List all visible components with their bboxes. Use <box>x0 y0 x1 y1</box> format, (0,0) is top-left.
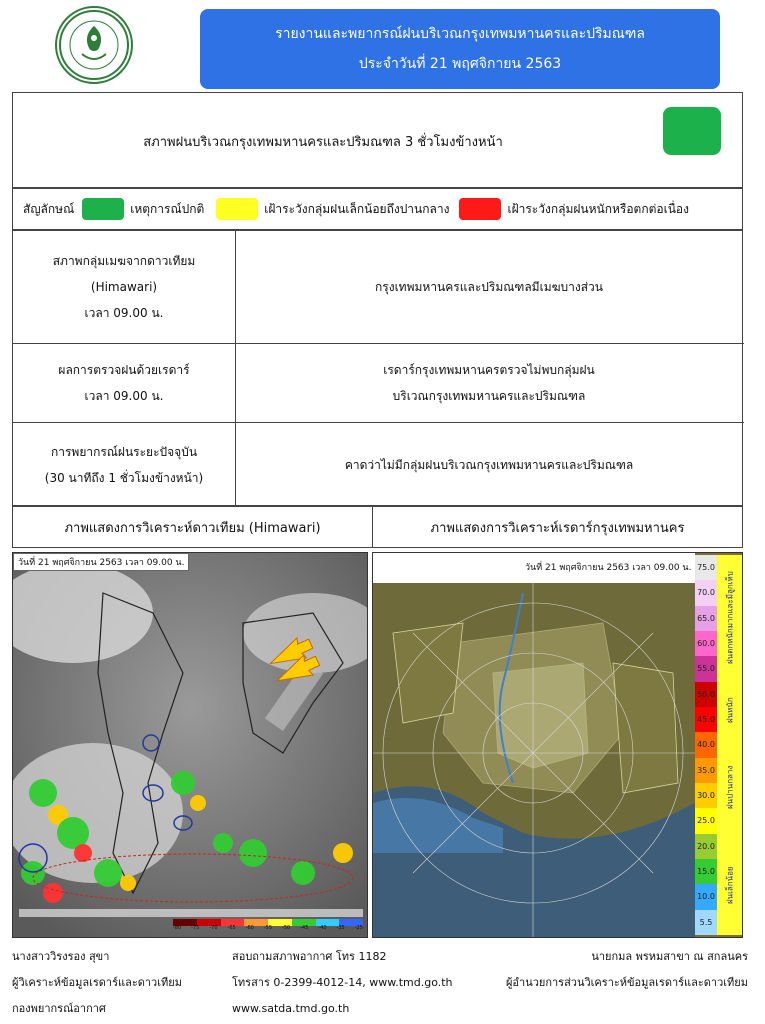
legend-label-light-rain: เฝ้าระวังกลุ่มฝนเล็กน้อยถึงปานกลาง <box>264 201 450 216</box>
radar-map-graphic <box>373 553 695 938</box>
analyst-division: กองพยากรณ์อากาศ <box>12 1002 106 1015</box>
radar-scale-step: 20.0 <box>695 834 717 859</box>
radar-scale-step: 70.0 <box>695 580 717 605</box>
radar-intensity-label: ฝนหนัก <box>725 697 735 723</box>
status-indicator <box>663 107 721 155</box>
radar-scale-step: 75.0 <box>695 555 717 580</box>
legend-bar <box>12 188 743 230</box>
satellite-scale-tick: -35 <box>336 925 345 931</box>
row-nowcast-label <box>13 423 235 507</box>
row-radar-value-line-2: บริเวณกรุงเทพมหานครและปริมณฑล <box>392 389 586 403</box>
satellite-panel-header: ภาพแสดงการวิเคราะห์ดาวเทียม (Himawari) <box>12 506 373 548</box>
satellite-image <box>12 552 368 938</box>
report-title <box>200 9 720 89</box>
row-radar-value-line-1: เรดาร์กรุงเทพมหานครตรวจไม่พบกลุ่มฝน <box>383 363 595 377</box>
radar-scale-step: 55.0 <box>695 656 717 681</box>
title-line-2: ประจำวันที่ 21 พฤศจิกายน 2563 <box>358 56 562 72</box>
radar-scale-step: 60.0 <box>695 631 717 656</box>
footer-contact <box>232 944 482 1022</box>
radar-image <box>372 552 743 938</box>
row-radar-label <box>13 344 235 422</box>
radar-panel-header: ภาพแสดงการวิเคราะห์เรดาร์กรุงเทพมหานคร <box>372 506 743 548</box>
row-satellite-label <box>13 231 235 343</box>
radar-scale-step: 45.0 <box>695 707 717 732</box>
satellite-scale-tick: -50 <box>282 925 291 931</box>
row-nowcast-value-line-1: คาดว่าไม่มีกลุ่มฝนบริเวณกรุงเทพมหานครและปริมณฑล <box>344 458 634 472</box>
tmd-logo <box>55 6 133 84</box>
satellite-scale-tick: -45 <box>300 925 309 931</box>
director-title: ผู้อำนวยการส่วนวิเคราะห์ข้อมูลเรดาร์และดาวเทียม <box>505 976 748 989</box>
satellite-scale-tick: -75 <box>191 925 200 931</box>
satellite-scale-tick: -55 <box>263 925 273 931</box>
radar-intensity-labels <box>717 555 743 935</box>
legend-swatch-light-rain <box>216 198 258 220</box>
satellite-scale-tick: -65 <box>227 925 236 931</box>
radar-intensity-label: ฝนเล็กน้อย <box>725 866 735 904</box>
radar-scale-step: 40.0 <box>695 732 717 757</box>
satellite-scale-labels <box>173 926 363 931</box>
radar-scale-step: 5.5 <box>695 910 717 935</box>
row-nowcast-label-line-1: การพยากรณ์ฝนระยะปัจจุบัน <box>50 445 198 459</box>
analyst-name: นางสาววิรงรอง สุขา <box>12 950 110 963</box>
legend-label-heavy-rain: เฝ้าระวังกลุ่มฝนหนักหรือตกต่อเนื่อง <box>507 201 689 216</box>
satellite-timestamp: วันที่ 21 พฤศจิกายน 2563 เวลา 09.00 น. <box>13 553 189 571</box>
row-radar-label-line-1: ผลการตรวจฝนด้วยเรดาร์ <box>58 363 190 377</box>
radar-intensity-label: ฝนตกหนักมากและมีลูกเห็บ <box>725 571 735 664</box>
radar-scale-step: 25.0 <box>695 808 717 833</box>
row-satellite-value <box>236 231 742 343</box>
footer-director <box>470 944 748 996</box>
row-satellite-label-line-1: สภาพกลุ่มเมฆจากดาวเทียม <box>52 254 196 268</box>
row-radar-label-line-2: เวลา 09.00 น. <box>84 389 164 403</box>
radar-scale-step: 30.0 <box>695 783 717 808</box>
row-satellite-value-line-1: กรุงเทพมหานครและปริมณฑลมีเมฆบางส่วน <box>375 280 603 294</box>
legend-title: สัญลักษณ์ <box>23 201 75 216</box>
radar-intensity-label: ฝนปานกลาง <box>725 765 735 810</box>
director-name: นายกมล พรหมสาขา ณ สกลนคร <box>591 950 748 963</box>
status-box <box>12 92 743 188</box>
contact-satda-link[interactable]: www.satda.tmd.go.th <box>232 1002 350 1015</box>
footer-analyst <box>12 944 242 1022</box>
radar-scale-step: 50.0 <box>695 682 717 707</box>
row-radar-value <box>236 344 742 422</box>
status-label: สภาพฝนบริเวณกรุงเทพมหานครและปริมณฑล 3 ชั่วโมงข้างหน้า <box>143 134 503 150</box>
satellite-scale-tick: -60 <box>245 925 254 931</box>
tmd-seal-icon <box>57 8 131 82</box>
info-table <box>12 230 743 506</box>
legend-swatch-normal <box>82 198 124 220</box>
row-nowcast-label-line-2: (30 นาทีถึง 1 ชั่วโมงข้างหน้า) <box>44 471 204 485</box>
contact-fax-web[interactable]: โทรสาร 0-2399-4012-14, www.tmd.go.th <box>232 976 453 989</box>
satellite-scale-tick: -40 <box>318 925 327 931</box>
row-satellite-label-line-2: (Himawari) <box>90 280 158 294</box>
analyst-title: ผู้วิเคราะห์ข้อมูลเรดาร์และดาวเทียม <box>12 976 182 989</box>
satellite-scale-tick: -80 <box>173 925 182 931</box>
radar-timestamp: วันที่ 21 พฤศจิกายน 2563 เวลา 09.00 น. <box>521 559 695 575</box>
satellite-color-scale <box>173 919 363 931</box>
radar-scale-step: 65.0 <box>695 606 717 631</box>
satellite-map-graphic <box>13 553 368 938</box>
legend-label-normal: เหตุการณ์ปกติ <box>130 201 205 216</box>
title-line-1: รายงานและพยากรณ์ฝนบริเวณกรุงเทพมหานครและปริมณฑล <box>275 26 645 42</box>
satellite-scale-tick: -70 <box>209 925 218 931</box>
row-satellite-label-line-3: เวลา 09.00 น. <box>84 306 164 320</box>
radar-dbz-scale <box>695 555 717 935</box>
contact-phone: สอบถามสภาพอากาศ โทร 1182 <box>232 950 387 963</box>
radar-scale-step: 35.0 <box>695 758 717 783</box>
satellite-scale-tick: -25 <box>354 925 363 931</box>
row-nowcast-value <box>236 423 742 507</box>
radar-scale-step: 10.0 <box>695 884 717 909</box>
radar-scale-step: 15.0 <box>695 859 717 884</box>
legend-swatch-heavy-rain <box>459 198 501 220</box>
